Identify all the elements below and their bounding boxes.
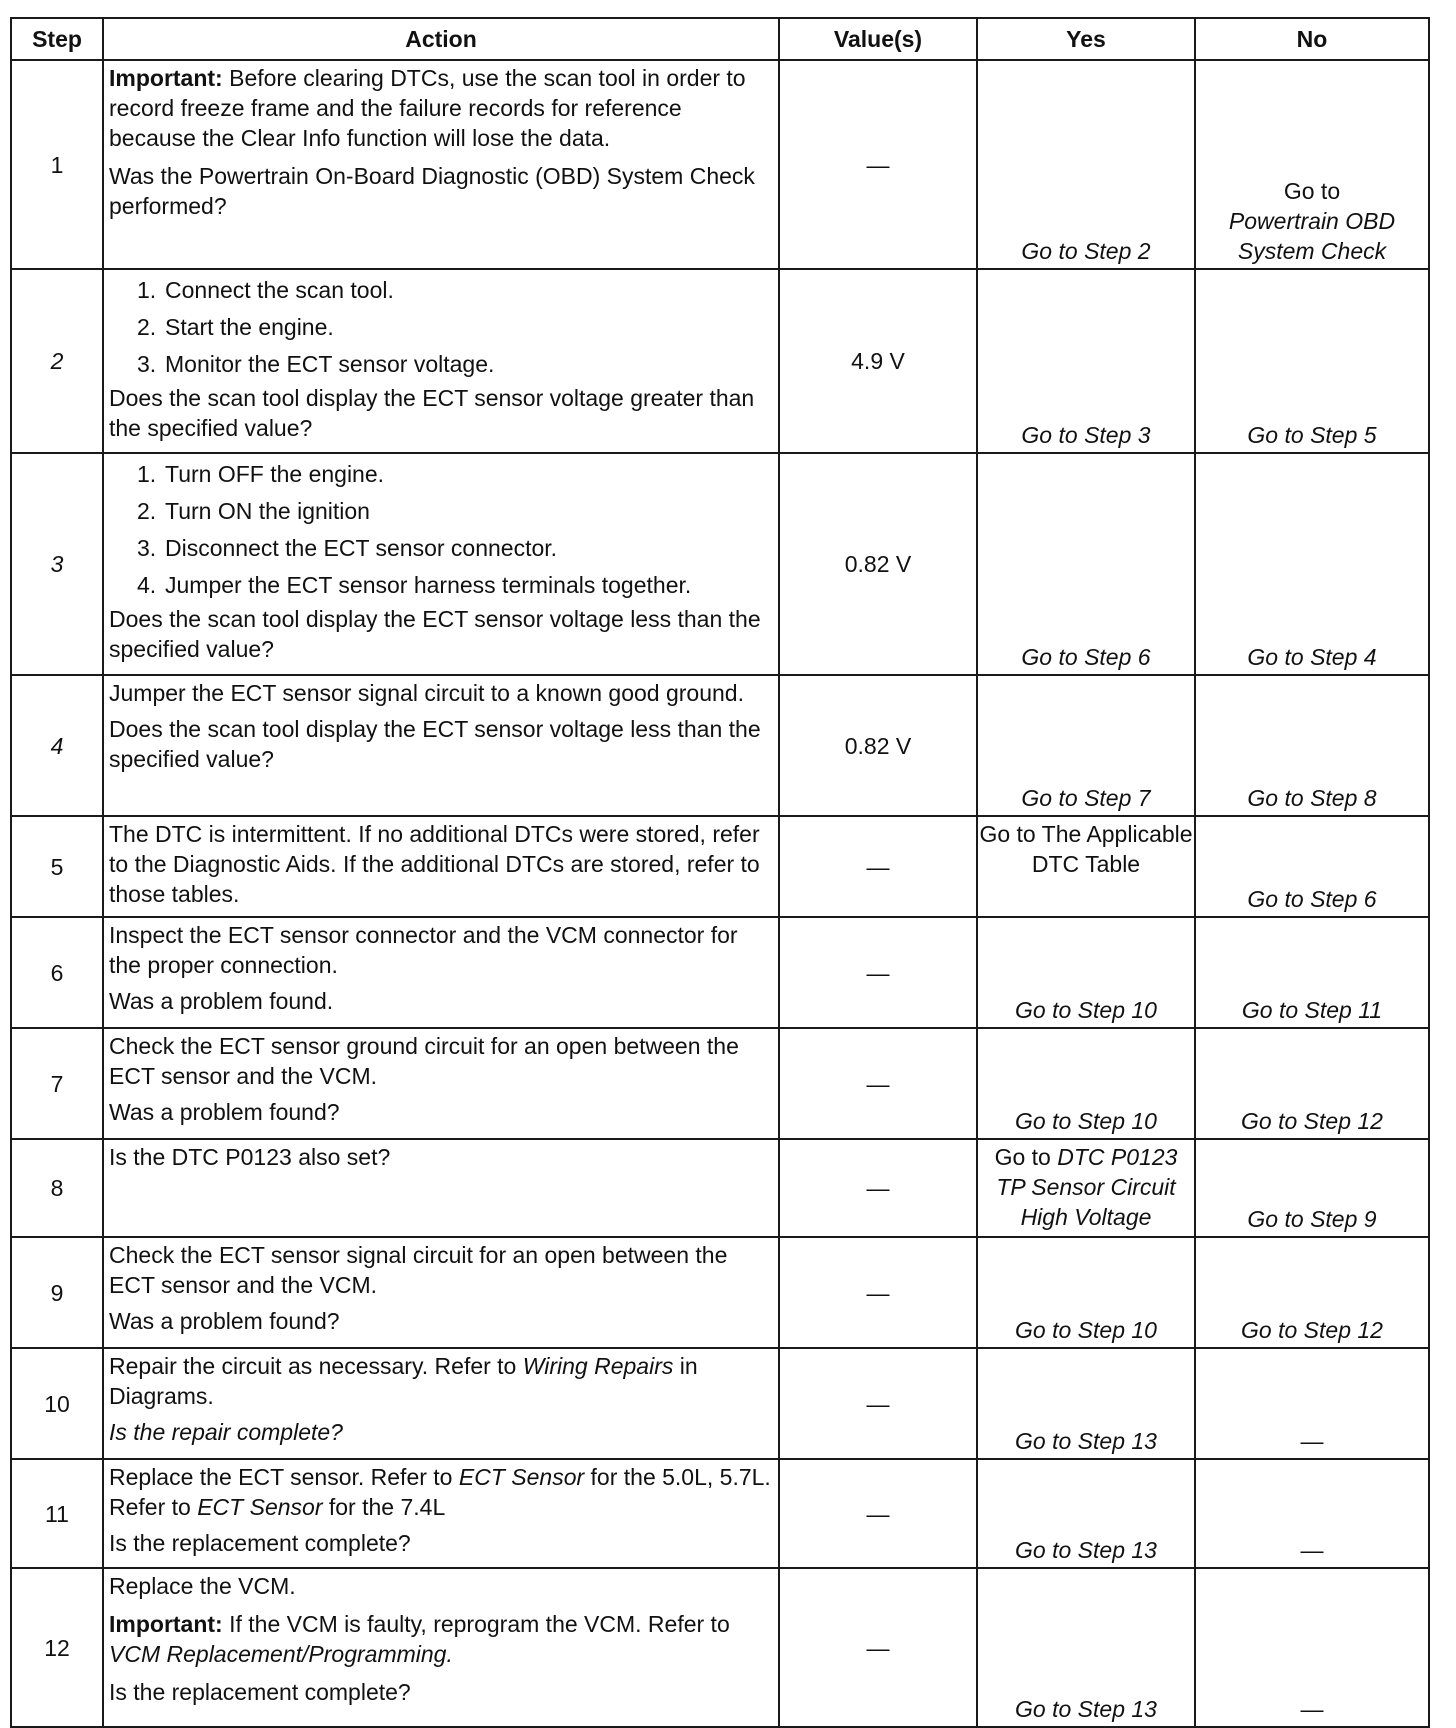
list-item: 1. Turn OFF the engine. bbox=[137, 461, 385, 487]
value-cell: — bbox=[779, 917, 977, 1028]
table-row bbox=[11, 1139, 1429, 1237]
no-cell: Go to Step 5 bbox=[1195, 269, 1429, 453]
step-number: 2 bbox=[11, 269, 103, 453]
important-note bbox=[109, 63, 774, 153]
no-cell: Go to Step 8 bbox=[1195, 675, 1429, 816]
step-number: 3 bbox=[11, 453, 103, 675]
action-question: Was the Powertrain On-Board Diagnostic (OBD) System Check performed? bbox=[109, 163, 755, 219]
no-cell: Go to Step 12 bbox=[1195, 1028, 1429, 1139]
no-cell: Go to Step 9 bbox=[1195, 1139, 1429, 1237]
no-cell: — bbox=[1195, 1459, 1429, 1568]
step-number: 4 bbox=[11, 675, 103, 816]
yes-cell: Go to Step 10 bbox=[977, 1237, 1195, 1348]
value-cell: — bbox=[779, 1237, 977, 1348]
value-cell: — bbox=[779, 1348, 977, 1459]
action-question: Does the scan tool display the ECT sensor voltage less than the specified value? bbox=[109, 716, 761, 772]
action-cell bbox=[103, 453, 779, 675]
action-cell bbox=[103, 816, 779, 917]
reference-link: VCM Replacement/Programming. bbox=[109, 1641, 453, 1667]
list-item: 4. Jumper the ECT sensor harness terminals together. bbox=[137, 572, 692, 598]
reference-link: ECT Sensor bbox=[458, 1464, 585, 1490]
reference-link: ECT Sensor bbox=[197, 1494, 323, 1520]
header-values: Value(s) bbox=[779, 18, 977, 60]
action-question: Is the replacement complete? bbox=[109, 1530, 411, 1556]
important-label: Important: bbox=[109, 65, 223, 91]
yes-cell: Go to Step 10 bbox=[977, 917, 1195, 1028]
action-list bbox=[109, 272, 774, 383]
no-text: Go to bbox=[1283, 178, 1341, 204]
value-cell: 0.82 V bbox=[779, 675, 977, 816]
list-item: 3. Monitor the ECT sensor voltage. bbox=[137, 351, 495, 377]
step-number: 6 bbox=[11, 917, 103, 1028]
action-question: Was a problem found? bbox=[109, 1099, 340, 1125]
no-cell: — bbox=[1195, 1348, 1429, 1459]
value-cell: — bbox=[779, 1139, 977, 1237]
table-row bbox=[11, 1028, 1429, 1139]
action-text: Inspect the ECT sensor connector and the VCM connector for the proper connection. bbox=[109, 922, 738, 978]
step-number: 5 bbox=[11, 816, 103, 917]
table-row bbox=[11, 816, 1429, 917]
list-item: 2. Turn ON the ignition bbox=[137, 498, 370, 524]
header-yes: Yes bbox=[977, 18, 1195, 60]
no-cell: Go to Step 4 bbox=[1195, 453, 1429, 675]
value-cell: 4.9 V bbox=[779, 269, 977, 453]
yes-cell: Go to Step 7 bbox=[977, 675, 1195, 816]
no-cell: Go to Step 6 bbox=[1195, 816, 1429, 917]
yes-cell: Go to Step 13 bbox=[977, 1348, 1195, 1459]
action-text: Check the ECT sensor ground circuit for an open between the ECT sensor and the VCM. bbox=[109, 1033, 739, 1089]
action-cell bbox=[103, 269, 779, 453]
action-text: Jumper the ECT sensor signal circuit to a known good ground. bbox=[109, 680, 744, 706]
step-number: 1 bbox=[11, 60, 103, 269]
value-cell: — bbox=[779, 816, 977, 917]
no-cell: Go to Step 12 bbox=[1195, 1237, 1429, 1348]
step-number: 10 bbox=[11, 1348, 103, 1459]
step-number: 8 bbox=[11, 1139, 103, 1237]
important-text: Before clearing DTCs, use the scan tool in order to record freeze frame and the failure records for reference because the Clear Info function will lose the data. bbox=[109, 65, 746, 151]
table-row bbox=[11, 1348, 1429, 1459]
value-cell: 0.82 V bbox=[779, 453, 977, 675]
action-text: Replace the ECT sensor. Refer to ECT Sensor for the 5.0L, 5.7L. Refer to ECT Sensor for the 7.4L bbox=[109, 1464, 771, 1520]
table-row bbox=[11, 1237, 1429, 1348]
reference-link: Wiring Repairs bbox=[522, 1353, 674, 1379]
diagnostic-table bbox=[10, 17, 1430, 1728]
table-row bbox=[11, 675, 1429, 816]
value-cell: — bbox=[779, 60, 977, 269]
yes-cell bbox=[977, 1139, 1195, 1237]
action-question: Does the scan tool display the ECT sensor voltage greater than the specified value? bbox=[109, 385, 755, 441]
action-cell bbox=[103, 1348, 779, 1459]
yes-cell: Go to Step 6 bbox=[977, 453, 1195, 675]
table-row bbox=[11, 917, 1429, 1028]
action-question: Was a problem found? bbox=[109, 1308, 340, 1334]
table-row bbox=[11, 1568, 1429, 1727]
no-reference: Powertrain OBD System Check bbox=[1228, 208, 1396, 264]
yes-reference: DTC P0123 TP Sensor Circuit High Voltage bbox=[996, 1144, 1178, 1230]
step-number: 12 bbox=[11, 1568, 103, 1727]
action-question: Does the scan tool display the ECT sensor voltage less than the specified value? bbox=[109, 606, 761, 662]
list-item: 1. Connect the scan tool. bbox=[137, 277, 394, 303]
action-cell bbox=[103, 1139, 779, 1237]
header-action: Action bbox=[103, 18, 779, 60]
table-row bbox=[11, 453, 1429, 675]
header-no: No bbox=[1195, 18, 1429, 60]
action-text: Is the DTC P0123 also set? bbox=[109, 1144, 391, 1170]
header-step: Step bbox=[11, 18, 103, 60]
no-cell: Go to Step 11 bbox=[1195, 917, 1429, 1028]
action-text: Check the ECT sensor signal circuit for an open between the ECT sensor and the VCM. bbox=[109, 1242, 728, 1298]
yes-cell: Go to The Applicable DTC Table bbox=[977, 816, 1195, 917]
action-cell bbox=[103, 1237, 779, 1348]
header-row bbox=[11, 18, 1429, 60]
important-note: Important: If the VCM is faulty, reprogram the VCM. Refer to VCM Replacement/Programming. bbox=[109, 1611, 730, 1667]
table-row bbox=[11, 60, 1429, 269]
action-text: The DTC is intermittent. If no additional DTCs were stored, refer to the Diagnostic Aids. If the additional DTCs are stored, refer to those tables. bbox=[109, 821, 760, 907]
action-cell bbox=[103, 1028, 779, 1139]
list-item: 3. Disconnect the ECT sensor connector. bbox=[137, 535, 558, 561]
action-text: Repair the circuit as necessary. Refer to Wiring Repairs in Diagrams. bbox=[109, 1353, 698, 1409]
no-cell bbox=[1195, 60, 1429, 269]
table-row bbox=[11, 269, 1429, 453]
yes-cell: Go to Step 2 bbox=[977, 60, 1195, 269]
value-cell: — bbox=[779, 1028, 977, 1139]
yes-cell: Go to Step 13 bbox=[977, 1568, 1195, 1727]
yes-prefix: Go to bbox=[994, 1144, 1058, 1170]
action-cell bbox=[103, 60, 779, 269]
action-cell bbox=[103, 917, 779, 1028]
step-number: 11 bbox=[11, 1459, 103, 1568]
table-row bbox=[11, 1459, 1429, 1568]
action-cell bbox=[103, 1568, 779, 1727]
action-question: Was a problem found. bbox=[109, 988, 334, 1014]
action-cell bbox=[103, 1459, 779, 1568]
step-number: 7 bbox=[11, 1028, 103, 1139]
value-cell: — bbox=[779, 1568, 977, 1727]
list-item: 2. Start the engine. bbox=[137, 314, 334, 340]
action-text: Replace the VCM. bbox=[109, 1573, 296, 1599]
action-cell bbox=[103, 675, 779, 816]
yes-cell: Go to Step 10 bbox=[977, 1028, 1195, 1139]
no-cell: — bbox=[1195, 1568, 1429, 1727]
value-cell: — bbox=[779, 1459, 977, 1568]
action-question: Is the replacement complete? bbox=[109, 1679, 411, 1705]
action-question: Is the repair complete? bbox=[109, 1419, 343, 1445]
action-list bbox=[109, 456, 774, 604]
step-number: 9 bbox=[11, 1237, 103, 1348]
yes-cell: Go to Step 3 bbox=[977, 269, 1195, 453]
yes-cell: Go to Step 13 bbox=[977, 1459, 1195, 1568]
important-label: Important: bbox=[109, 1611, 223, 1637]
